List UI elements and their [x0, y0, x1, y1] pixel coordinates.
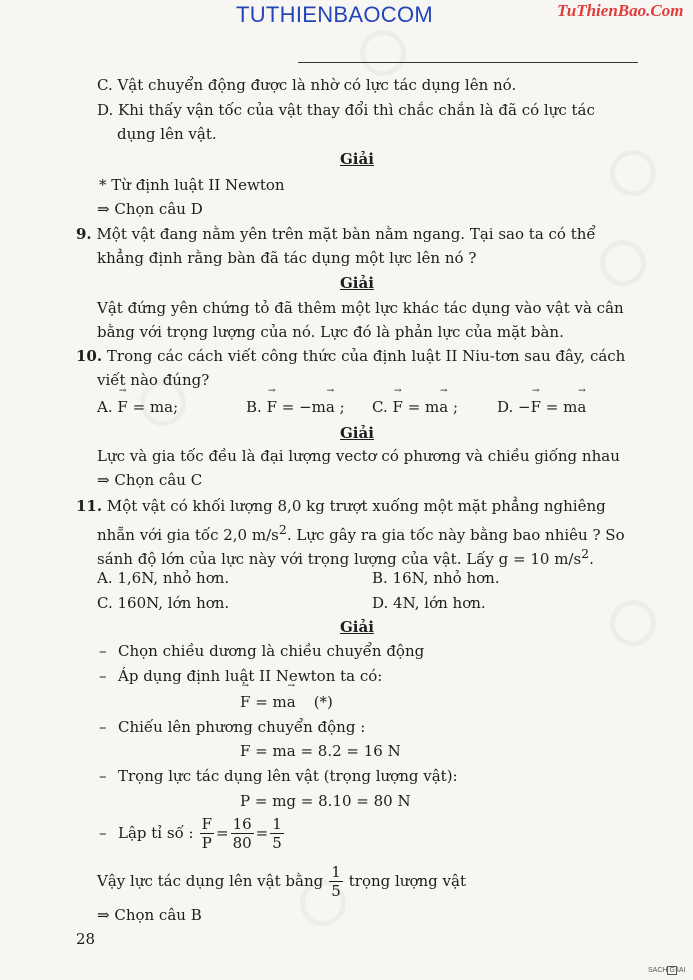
q10-line1: [76, 346, 625, 366]
site-logo: TuThienBao.Com: [557, 1, 684, 20]
q11-dash: –: [99, 824, 107, 842]
vector-f: → F: [267, 397, 277, 417]
vector-a: → a: [577, 397, 586, 417]
q11-conclusion: Vậy lực tác dụng lên vật bằng $\frac{1}{5}$ trọng lượng vật: [97, 862, 466, 900]
q10-option-b: B. → F = −m→ a ;: [246, 397, 345, 417]
q11-equation-2: F = ma = 8.2 = 16 N: [240, 742, 401, 760]
vector-a: → a: [287, 692, 296, 712]
q8-option-d-line1: D. Khi thấy vận tốc của vật thay đổi thì chắc chắn là đã có lực tác: [97, 101, 595, 119]
vector-f: → F: [531, 397, 541, 417]
q11-line1-text: Một vật có khối lượng 8,0 kg trượt xuống một mặt phẳng nghiêng: [106, 497, 606, 515]
q11-line1: [76, 496, 606, 516]
q11-number: 11.: [76, 497, 103, 515]
q10-solution-line1: Lực và gia tốc đều là đại lượng vectơ có phương và chiều giống nhau: [97, 447, 620, 465]
q10-solution-line2: ⇒ Chọn câu C: [97, 471, 203, 489]
q11-option-d: D. 4N, lớn hơn.: [372, 594, 486, 612]
brand-mark: SACH G IAI: [648, 967, 686, 974]
vector-a: → a: [326, 397, 335, 417]
q11-line3: sánh độ lớn của lực này với trọng lượng của vật. Lấy g = 10 $m/s^2$.: [97, 546, 594, 568]
q9-solution-line2: bằng với trọng lượng của nó. Lực đó là phản lực của mặt bàn.: [97, 323, 564, 341]
q9-solution-line1: Vật đứng yên chứng tỏ đã thêm một lực khác tác dụng vào vật và cân: [97, 299, 624, 317]
q11-dash: –: [99, 642, 107, 660]
q11-line2: nhẵn với gia tốc 2,0 $m/s^2$. Lực gây ra gia tốc này bằng bao nhiêu ? So: [97, 522, 625, 544]
q11-solution-heading: Giải: [340, 618, 374, 636]
fraction: $\frac{1}{5}$: [331, 862, 341, 900]
q10-solution-heading: Giải: [340, 424, 374, 442]
q9-solution-heading: Giải: [340, 274, 374, 292]
q11-step5: Lập tỉ số :: [118, 824, 194, 842]
q11-option-c: C. 160N, lớn hơn.: [97, 594, 230, 612]
fraction: $\frac{16}{80}$: [232, 814, 252, 852]
q11-dash: –: [99, 718, 107, 736]
q11-equation-1: → F = m→ a (*): [240, 692, 333, 712]
q9-line2: khẳng định rằng bàn đã tác dụng một lực lên nó ?: [97, 249, 477, 267]
q11-option-b: B. 16N, nhỏ hơn.: [372, 569, 500, 587]
fraction: $\frac{1}{5}$: [272, 814, 282, 852]
q10-line2: viết nào đúng?: [97, 371, 210, 389]
q9-line1: [76, 224, 596, 244]
vector-f: → F: [240, 692, 250, 712]
q11-step4: Trọng lực tác dụng lên vật (trọng lượng vật):: [118, 767, 458, 785]
q8-option-d-line2: dụng lên vật.: [117, 125, 217, 143]
q8-solution-heading: Giải: [340, 150, 374, 168]
watermark-ring: [610, 150, 656, 196]
q9-number: 9.: [76, 225, 92, 243]
vector-a: → a: [439, 397, 448, 417]
watermark-ring: [360, 30, 406, 76]
q11-dash: –: [99, 667, 107, 685]
watermark-ring: [610, 600, 656, 646]
q10-option-c: C. → F = m→ a ;: [372, 397, 458, 417]
q11-answer: ⇒ Chọn câu B: [97, 906, 202, 924]
q11-dash: –: [99, 767, 107, 785]
q10-option-a: A. → F = ma;: [97, 397, 178, 417]
q10-number: 10.: [76, 347, 103, 365]
q11-ratio: Lập tỉ số : $\frac{F}{P}$ = $\frac{16}{80}$ = $\frac{1}{5}$: [118, 814, 282, 852]
vector-f: → F: [117, 397, 127, 417]
q10-option-d: D. −→ F = m→ a: [497, 397, 586, 417]
header-rule: [298, 62, 638, 63]
q11-option-a: A. 1,6N, nhỏ hơn.: [97, 569, 230, 587]
site-title: TUTHIENBAOCOM: [236, 2, 434, 27]
q9-line1-text: Một vật đang nằm yên trên mặt bàn nằm ngang. Tại sao ta có thể: [96, 225, 596, 243]
fraction: $\frac{F}{P}$: [201, 814, 212, 852]
q8-solution-line2: ⇒ Chọn câu D: [97, 200, 203, 218]
q11-step3: Chiếu lên phương chuyển động :: [118, 718, 366, 736]
q8-solution-line1: * Từ định luật II Newton: [99, 176, 285, 194]
q11-step1: Chọn chiều dương là chiều chuyển động: [118, 642, 425, 660]
page-number: 28: [76, 930, 96, 948]
q11-equation-3: P = mg = 8.10 = 80 N: [240, 792, 411, 810]
q11-step2: Áp dụng định luật II Newton ta có:: [118, 667, 383, 685]
q8-option-c: C. Vật chuyển động được là nhờ có lực tác dụng lên nó.: [97, 76, 517, 94]
vector-f: → F: [393, 397, 403, 417]
watermark-ring: [600, 240, 646, 286]
q10-line1-text: Trong các cách viết công thức của định luật II Niu-tơn sau đây, cách: [106, 347, 626, 365]
